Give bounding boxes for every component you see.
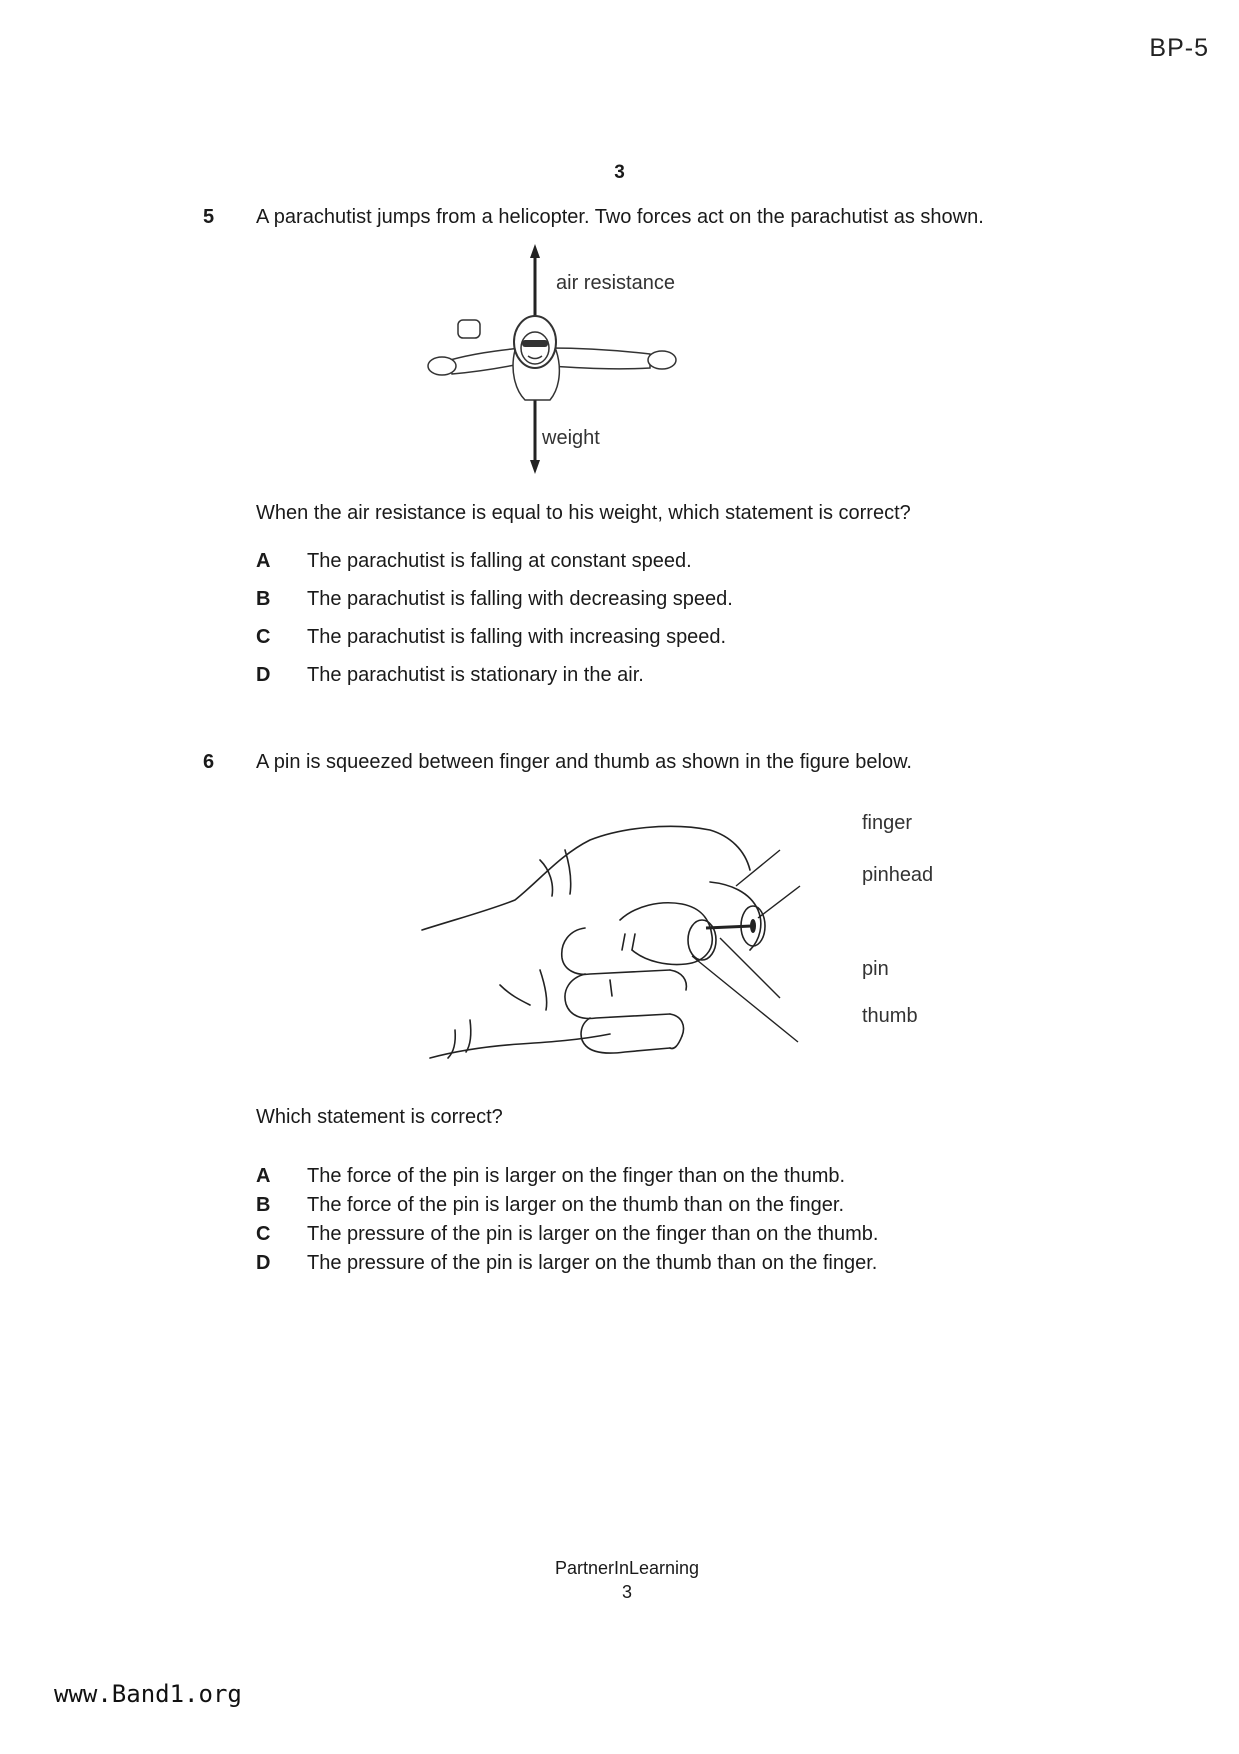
label-thumb: thumb xyxy=(862,1005,918,1027)
question-5-text: A parachutist jumps from a helicopter. Two forces act on the parachutist as shown. xyxy=(256,206,984,228)
label-air-resistance: air resistance xyxy=(556,272,675,294)
label-finger: finger xyxy=(862,812,913,834)
q5-option-c-letter: C xyxy=(256,626,271,648)
footer-brand: PartnerInLearning xyxy=(554,1558,700,1578)
q5-option-d-letter: D xyxy=(256,664,271,686)
label-pinhead: pinhead xyxy=(862,864,934,886)
q6-option-d-letter: D xyxy=(256,1252,271,1274)
q5-option-a-text: The parachutist is falling at constant speed. xyxy=(307,550,692,572)
watermark-url: www.Band1.org xyxy=(54,1680,242,1708)
page-number-top: 3 xyxy=(614,162,625,183)
q5-option-b-letter: B xyxy=(256,588,271,610)
question-6-text: A pin is squeezed between finger and thumb as shown in the figure below. xyxy=(256,751,912,773)
q5-option-c-text: The parachutist is falling with increasing speed. xyxy=(307,626,727,648)
q6-option-d-text: The pressure of the pin is larger on the thumb than on the finger. xyxy=(307,1252,878,1274)
q6-option-b-text: The force of the pin is larger on the thumb than on the finger. xyxy=(307,1194,845,1216)
question-5-prompt: When the air resistance is equal to his weight, which statement is correct? xyxy=(256,502,911,524)
q6-option-b-letter: B xyxy=(256,1194,271,1216)
label-weight: weight xyxy=(542,427,600,449)
q5-option-a-letter: A xyxy=(256,550,271,572)
question-5-number: 5 xyxy=(203,206,215,228)
label-pin: pin xyxy=(862,958,889,980)
q6-option-a-text: The force of the pin is larger on the finger than on the thumb. xyxy=(307,1165,846,1187)
q6-option-a-letter: A xyxy=(256,1165,271,1187)
question-6-number: 6 xyxy=(203,751,215,773)
question-6-prompt: Which statement is correct? xyxy=(256,1106,503,1128)
document-code: BP-5 xyxy=(1149,34,1209,62)
q6-option-c-text: The pressure of the pin is larger on the finger than on the thumb. xyxy=(307,1223,879,1245)
q5-option-d-text: The parachutist is stationary in the air. xyxy=(307,664,644,686)
finger-thumb-pin-figure xyxy=(420,810,860,1070)
q5-option-b-text: The parachutist is falling with decreasing speed. xyxy=(307,588,733,610)
q6-option-c-letter: C xyxy=(256,1223,271,1245)
footer-page-number: 3 xyxy=(621,1582,632,1602)
